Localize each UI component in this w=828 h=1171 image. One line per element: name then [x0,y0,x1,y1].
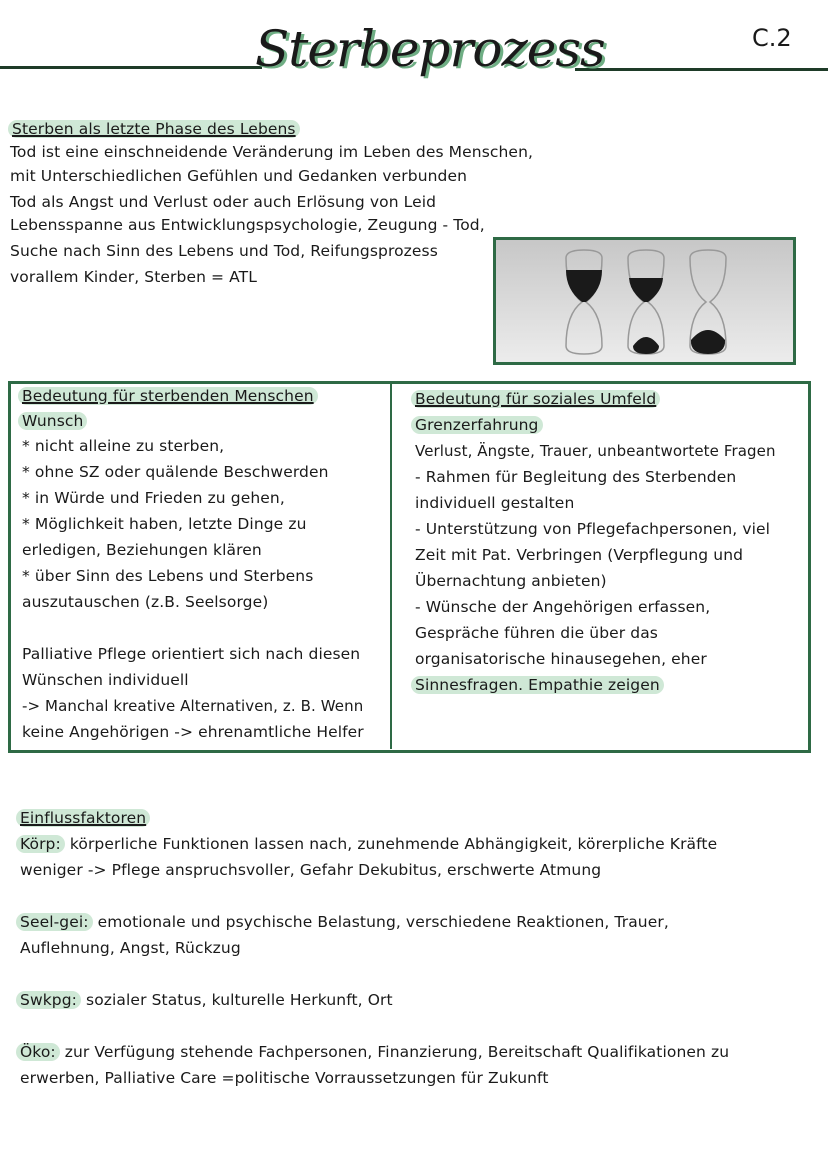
left-line: * ohne SZ oder quälende Beschwerden [22,463,329,481]
right-line: Gespräche führen die über das [415,624,658,642]
factor-label: Körp: [16,835,65,853]
right-line: - Wünsche der Angehörigen erfassen, [415,598,711,616]
hourglass-image [493,237,796,365]
intro-line: Tod ist eine einschneidende Veränderung im Leben des Menschen, [10,143,534,161]
page-code: C.2 [752,24,792,52]
factor-label: Seel-gei: [16,913,93,931]
factors-heading: Einflussfaktoren [16,809,150,827]
right-line: Übernachtung anbieten) [415,572,607,590]
left-column-subheading: Wunsch [18,412,87,430]
right-line: individuell gestalten [415,494,575,512]
factor-text: erwerben, Palliative Care =politische Vorraussetzungen für Zukunft [20,1069,549,1087]
right-line: Zeit mit Pat. Verbringen (Verpflegung und [415,546,744,564]
right-line: organisatorische hinausegehen, eher [415,650,707,668]
left-line: keine Angehörigen -> ehrenamtliche Helfer [22,723,364,741]
title-rule-left [0,66,262,69]
left-line: Palliative Pflege orientiert sich nach diesen [22,645,361,663]
factor-label: Swkpg: [16,991,81,1009]
intro-line: Lebensspanne aus Entwicklungspsychologie, Zeugung - Tod, [10,216,485,234]
intro-line: mit Unterschiedlichen Gefühlen und Gedanken verbunden [10,167,468,185]
left-line: -> Manchal kreative Alternativen, z. B. Wenn [22,697,364,715]
factor-text: weniger -> Pflege anspruchsvoller, Gefahr Dekubitus, erschwerte Atmung [20,861,602,879]
title-rule-right [575,68,828,71]
factor-text: zur Verfügung stehende Fachpersonen, Finanzierung, Bereitschaft Qualifikationen zu [64,1043,730,1061]
left-line: * Möglichkeit haben, letzte Dinge zu [22,515,307,533]
factor-text: emotionale und psychische Belastung, verschiedene Reaktionen, Trauer, [97,913,669,931]
intro-line: Suche nach Sinn des Lebens und Tod, Reifungsprozess [10,242,438,260]
table-divider [390,383,392,749]
right-column-heading: Bedeutung für soziales Umfeld [411,390,660,408]
right-line: - Unterstützung von Pflegefachpersonen, viel [415,520,771,538]
intro-heading: Sterben als letzte Phase des Lebens [8,120,300,138]
intro-line: vorallem Kinder, Sterben = ATL [10,268,257,286]
right-line: - Rahmen für Begleitung des Sterbenden [415,468,737,486]
intro-line: Tod als Angst und Verlust oder auch Erlösung von Leid [10,193,437,211]
left-line: Wünschen individuell [22,671,189,689]
factor-text: Auflehnung, Angst, Rückzug [20,939,241,957]
factor-text: sozialer Status, kulturelle Herkunft, Ort [86,991,393,1009]
right-column-subheading: Grenzerfahrung [411,416,543,434]
factor-text: körperliche Funktionen lassen nach, zunehmende Abhängigkeit, körerpliche Kräfte [69,835,718,853]
left-line: * in Würde und Frieden zu gehen, [22,489,285,507]
left-line: * über Sinn des Lebens und Sterbens [22,567,314,585]
left-column-heading: Bedeutung für sterbenden Menschen [18,387,318,405]
left-line: erledigen, Beziehungen klären [22,541,262,559]
right-line: Verlust, Ängste, Trauer, unbeantwortete Fragen [415,442,776,460]
right-line: Sinnesfragen. Empathie zeigen [411,676,664,694]
left-line: * nicht alleine zu sterben, [22,437,225,455]
left-line: auszutauschen (z.B. Seelsorge) [22,593,269,611]
factor-label: Öko: [16,1043,60,1061]
page-title: Sterbeprozess [255,20,605,78]
